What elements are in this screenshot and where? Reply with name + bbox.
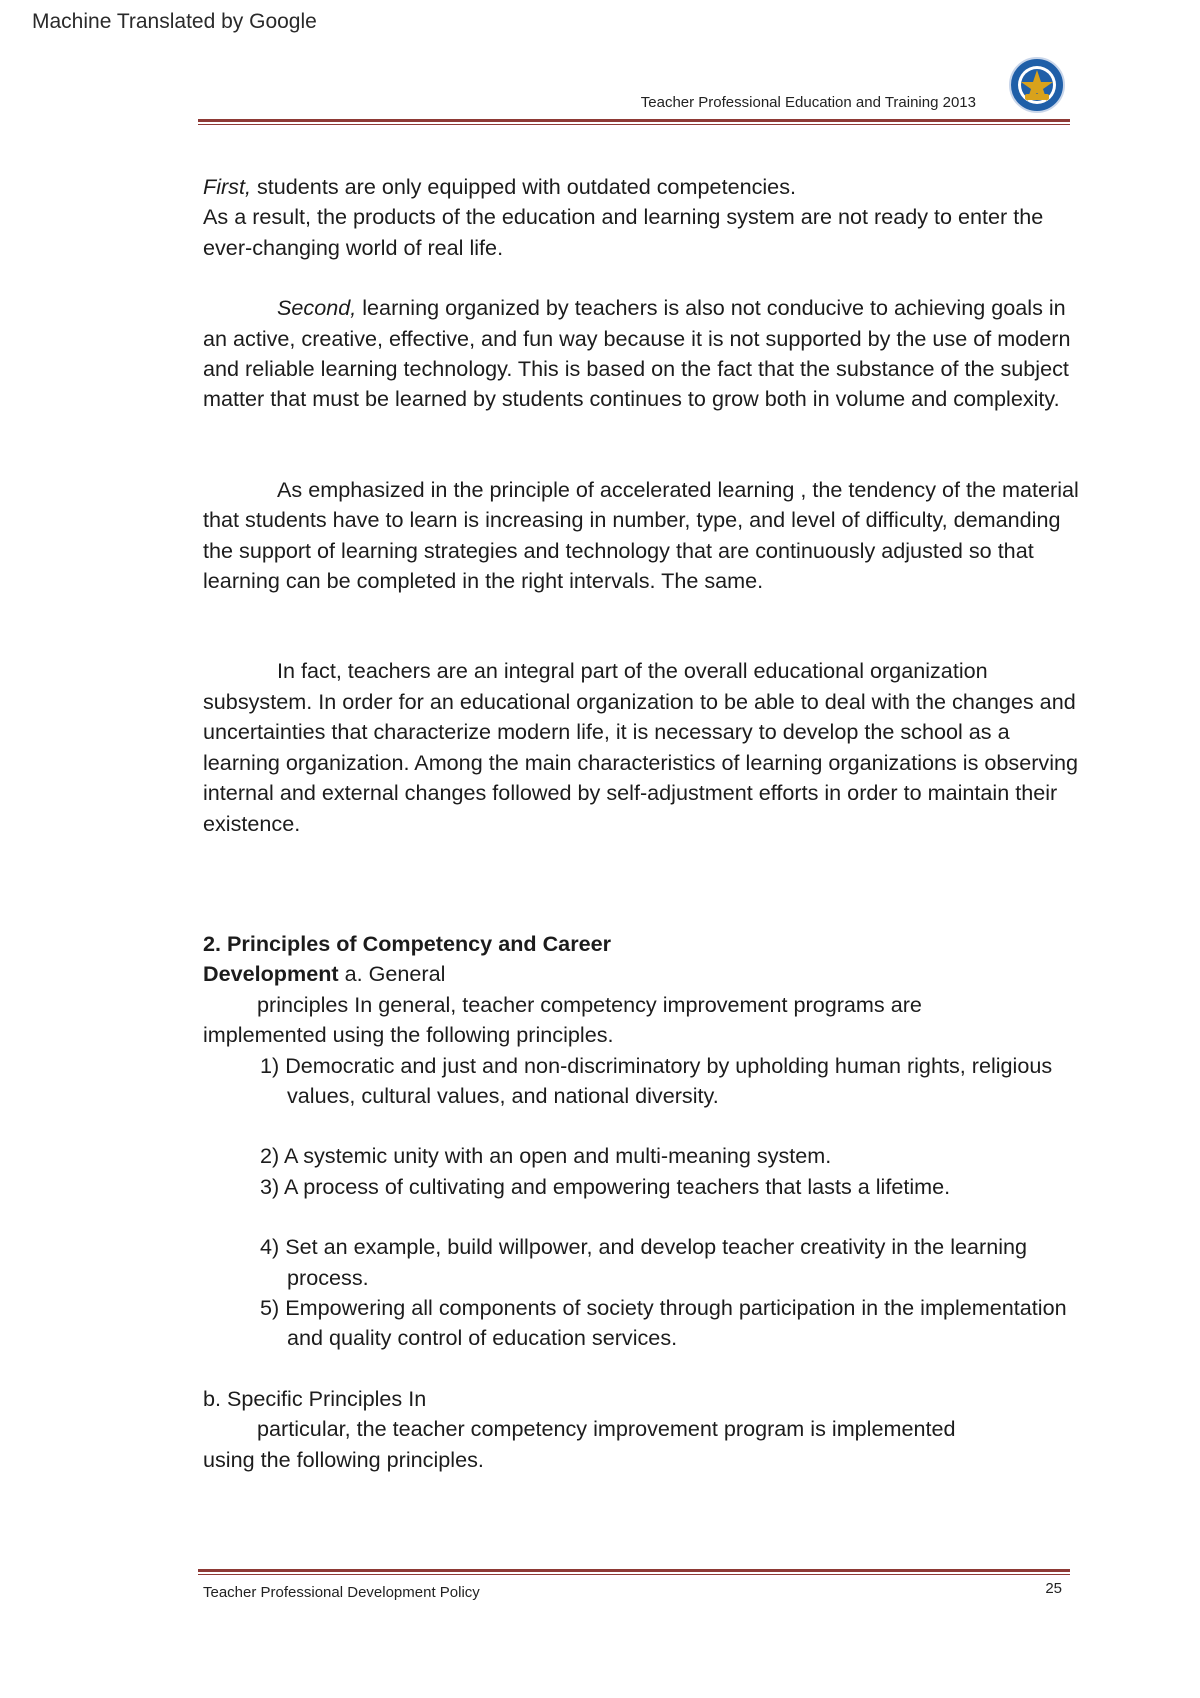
list-item: 4) Set an example, build willpower, and develop teacher creativity in the learning process. — [260, 1234, 1028, 1290]
paragraph-first: First, students are only equipped with outdated competencies. — [203, 174, 796, 199]
general-intro-cont: implemented using the following principles. — [203, 1022, 614, 1048]
list-item: 2) A systemic unity with an open and multi-meaning system. — [260, 1143, 832, 1169]
page-number: 25 — [1045, 1580, 1062, 1597]
machine-translated-watermark: Machine Translated by Google — [32, 10, 317, 33]
section-heading-cont: Development a. General — [203, 961, 446, 987]
page-body — [203, 172, 1083, 1475]
paragraph-accelerated-learning: As emphasized in the principle of accelerated learning , the tendency of the material that students have to learn is increasing in number, type, and level of difficulty, demanding the support of learning strategies and technology that are continuously adjusted so that learning can be completed in the right intervals. The same. — [203, 476, 1079, 594]
general-intro: principles In general, teacher competency improvement programs are — [257, 991, 922, 1017]
paragraph-first-result: As a result, the products of the education and learning system are not ready to enter the ever-changing world of real life. — [203, 204, 1044, 260]
list-item: 3) A process of cultivating and empowering teachers that lasts a lifetime. — [260, 1173, 951, 1199]
paragraph-learning-organization: In fact, teachers are an integral part of the overall educational organization subsystem. In order for an educational organization to be able to deal with the changes and uncertainties that characterize modern life, it is necessary to develop the school as a learning organization. Among the main characteristics of learning organizations is observing internal and external changes followed by self-adjustment efforts in order to maintain their existence. — [203, 658, 1079, 836]
specific-intro: particular, the teacher competency improvement program is implemented — [257, 1416, 956, 1442]
paragraph-second: Second, learning organized by teachers is also not conducive to achieving goals in an active, creative, effective, and fun way because it is not supported by the use of modern and reliable learning technology. This is based on the fact that the substance of the subject matter that must be learned by students continues to grow both in volume and complexity. — [203, 295, 1071, 412]
footer-title: Teacher Professional Development Policy — [203, 1584, 480, 1601]
header-rule — [198, 119, 1070, 125]
footer-rule — [198, 1569, 1070, 1575]
section-heading: 2. Principles of Competency and Career — [203, 930, 612, 956]
header-title: Teacher Professional Education and Training 2013 — [640, 94, 976, 111]
ministry-emblem-icon — [1008, 56, 1066, 114]
specific-heading: b. Specific Principles In — [203, 1385, 427, 1411]
list-item: 5) Empowering all components of society through participation in the implementation and quality control of education services. — [260, 1294, 1067, 1351]
specific-intro-cont: using the following principles. — [203, 1446, 484, 1472]
list-item: 1) Democratic and just and non-discriminatory by upholding human rights, religious values, cultural values, and national diversity. — [260, 1052, 1053, 1108]
general-principles-list — [203, 1051, 1083, 1354]
